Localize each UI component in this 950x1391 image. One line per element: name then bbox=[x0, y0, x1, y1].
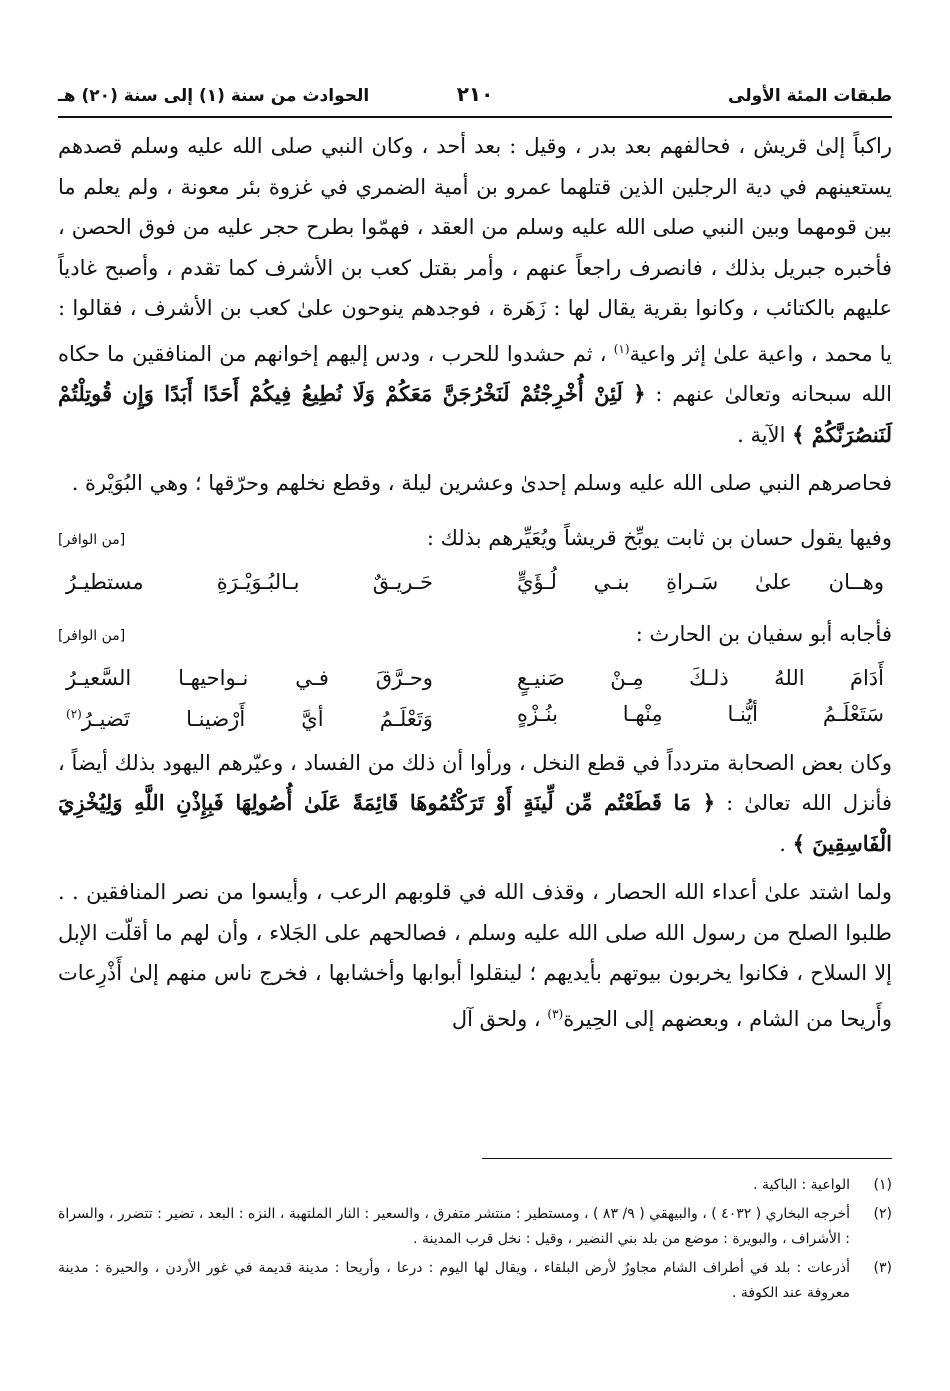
footnote-number: (١) bbox=[873, 1177, 892, 1193]
quran-verse: ﴿ لَئِنْ أُخْرِجْتُمْ لَنَخْرُجَنَّ مَعَكُمْ وَلَا نُطِيعُ فِيكُمْ أَحَدًا أَبَدًا وَإِن قُوتِلْتُمْ لَنَنصُرَنَّكُمْ ﴾ bbox=[58, 381, 892, 447]
poem-meter: [من الوافر] bbox=[58, 531, 126, 548]
footnote bbox=[58, 1256, 892, 1306]
poem-verse bbox=[58, 696, 892, 737]
verse-first-hemistich: وهــان علىٰ سَـراةِ بنـي لُـؤَيٍّ bbox=[517, 569, 884, 594]
poem-intro bbox=[58, 614, 892, 654]
paragraph-text: فحاصرهم النبي صلى الله عليه وسلم إحدىٰ وعشرين ليلة ، وقطع نخلهم وحرّقها ؛ وهي البُوَيْرة . bbox=[71, 471, 892, 495]
poem-intro-text: وفيها يقول حسان بن ثابت يوبِّخ قريشاً ويُعَيِّرهم بذلك : bbox=[426, 525, 892, 550]
paragraph-text: . bbox=[779, 831, 793, 856]
footnote-ref: (٣) bbox=[547, 1006, 564, 1021]
footnote-text: أذرعات : بلد في أطراف الشام مجاورٌ لأرض البلقاء ، ويقال لها اليوم : درعا ، وأريحا : مدينة قديمة في غور الأردن ، والحيرة : مدينة معروفة عند الكوفة . bbox=[58, 1260, 850, 1301]
footnote bbox=[58, 1173, 892, 1198]
poem-intro-text: فأجابه أبو سفيان بن الحارث : bbox=[635, 621, 892, 646]
paragraph bbox=[58, 872, 892, 1039]
paragraph bbox=[58, 743, 892, 865]
footnote-number: (٢) bbox=[873, 1206, 892, 1222]
poem bbox=[58, 660, 892, 737]
page-number: ٢١٠ bbox=[456, 82, 494, 106]
verse-second-hemistich bbox=[58, 696, 441, 737]
paragraph-text: ولما اشتد علىٰ أعداء الله الحصار ، وقذف الله في قلوبهم الرعب ، وأيسوا من نصر المنافقين . . طلبوا الصلح من رسول الله صلى الله عليه وسلم ، فصالحهم على الجَلاء ، وأن لهم ما أقلّت الإبل إلا السلاح ، فكانوا يخربون بيوتهم بأيديهم ؛ لينقلوا أبوابها وأخشابها ، فخرج ناس منهم إلىٰ أَذْرِعات وأَريحا من الشام ، وبعضهم إلى الحِيرة bbox=[58, 880, 892, 1031]
poem-meter: [من الوافر] bbox=[58, 627, 126, 644]
verse-text: وَتَعْلَـمُ أيَّ أَرْضينـا تَضيـرُ bbox=[81, 706, 433, 731]
footnote-text: أخرجه البخاري ( ٤٠٣٢ ) ، والبيهقي ( ٩/ ٨٣ ) ، ومستطير : منتشر متفرق ، والسعير : النار الملتهبة ، النزه : البعد ، تضير : تتضرر ، والسراة : الأشراف ، والبويرة : موضع من بلد بني النضير ، وقيل : نخل قرب المدينة . bbox=[58, 1206, 851, 1247]
page-header bbox=[58, 82, 892, 118]
date-range-title: الحوادث من سنة (١) إلى سنة (٢٠) هـ bbox=[58, 86, 370, 106]
quran-verse: ﴿ مَا قَطَعْتُم مِّن لِّينَةٍ أَوْ تَرَكْتُمُوهَا قَائِمَةً عَلَىٰ أُصُولِهَا فَبِإِذْنِ اللَّهِ وَلِيُخْزِيَ الْفَاسِقِينَ ﴾ bbox=[58, 790, 892, 856]
paragraph-text: وكان بعض الصحابة متردداً في قطع النخل ، ورأوا أن ذلك من الفساد ، وعيّرهم اليهود بذلك أيضاً ، فأنزل الله تعالىٰ : bbox=[58, 750, 892, 815]
footnotes bbox=[58, 1158, 892, 1310]
verse-first-hemistich: سَتَعْلَـمُ أيُّنـا مِنْهـا بنُـزْهٍ bbox=[517, 701, 884, 726]
footnote bbox=[58, 1202, 892, 1252]
verse-second-hemistich: وحـرَّقَ فـي نـواحيهـا السَّعيـرُ bbox=[66, 665, 433, 690]
poem-verse bbox=[58, 564, 892, 600]
paragraph-text: ، ولحق آل bbox=[451, 1006, 548, 1031]
footnote-ref: (١) bbox=[613, 341, 630, 356]
footnote-ref: (٢) bbox=[66, 706, 82, 721]
paragraph bbox=[58, 126, 892, 455]
paragraph-text: راكباً إلىٰ قريش ، فحالفهم بعد بدر ، وقيل : بعد أحد ، وكان النبي صلى الله عليه وسلم قصدهم يستعينهم في دية الرجلين الذين قتلهما عمرو بن أمية الضمري في غزوة بئر معونة ، ولم يعلم ما بين قومهما وبين النبي صلى الله عليه وسلم من العقد ، فهمّوا بطرح حجر عليه من فوق الحصن ، فأخبره جبريل بذلك ، فانصرف راجعاً عنهم ، وأمر بقتل كعب بن الأشرف كما تقدم ، وأصبح غادياً عليهم بالكتائب ، وكانوا بقرية يقال لها : زَهَرة ، فوجدهم ينوحون علىٰ كعب بن الأشرف ، فقالوا : يا محمد ، واعية علىٰ إثر واعية bbox=[58, 134, 892, 366]
footnote-text: الواعية : الباكية . bbox=[753, 1177, 850, 1193]
book-page bbox=[58, 0, 892, 1391]
footnote-number: (٣) bbox=[873, 1260, 892, 1276]
poem-intro bbox=[58, 518, 892, 558]
verse-second-hemistich: حَـريـقٌ بـالبُـوَيْـرَةِ مستطيـرُ bbox=[66, 569, 433, 594]
verse-first-hemistich: أَدَامَ اللهُ ذلـكَ مِـنْ صَنيـعٍ bbox=[517, 665, 884, 690]
poem-verse bbox=[58, 660, 892, 696]
running-title: طبقات المئة الأولى bbox=[728, 86, 892, 106]
footnote-separator bbox=[482, 1158, 892, 1159]
poem bbox=[58, 564, 892, 600]
main-text bbox=[58, 126, 892, 1039]
paragraph-text: الآية . bbox=[737, 422, 793, 447]
paragraph-text: ، ثم حشدوا للحرب ، ودس إليهم إخوانهم من المنافقين ما حكاه الله سبحانه وتعالىٰ عنهم : bbox=[58, 341, 893, 406]
paragraph bbox=[58, 463, 892, 504]
